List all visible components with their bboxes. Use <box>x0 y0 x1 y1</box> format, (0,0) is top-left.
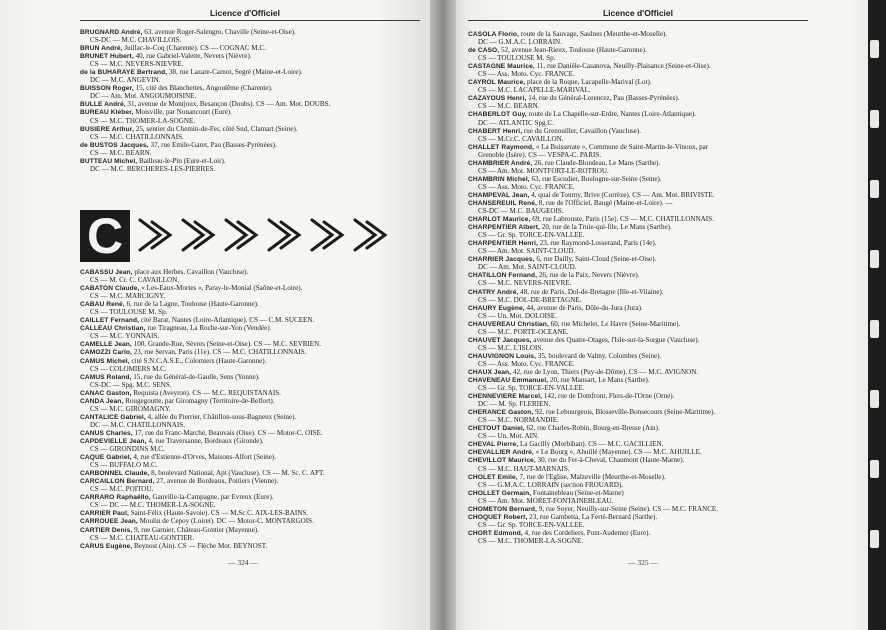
directory-entry <box>468 336 718 344</box>
entry-name: CASOLA Florio, <box>468 31 519 38</box>
right-entries <box>468 30 718 545</box>
directory-entry <box>80 357 325 365</box>
directory-entry <box>468 489 718 497</box>
entry-name: CHOLET Emile, <box>468 473 518 481</box>
entry-address: route de La Chapelle-sur-Erdre, Nantes (Loire-Atlantique). <box>526 110 697 119</box>
directory-entry <box>80 340 325 348</box>
entry-address: 142, rue de Domfront, Flers-de-l'Orne (Orne). <box>542 392 675 401</box>
entry-club-line: CS — Un. Mot. DOLOISE. <box>478 311 558 320</box>
entry-club-line: CS — M.C. CHATEAU-GONTIER. <box>90 533 195 542</box>
entry-address: « Les-Eaux-Mortes », Paray-le-Monial (Saône-et-Loire). <box>139 284 303 293</box>
entry-name: de CASO, <box>468 47 500 55</box>
entry-name: CHARRIER Jacques, <box>468 256 535 264</box>
directory-entry <box>468 46 718 54</box>
directory-entry <box>468 392 718 400</box>
directory-entry <box>468 255 718 263</box>
entry-address: Saint-Félix (Haute-Savoie). CS — M.Sc.C. AIX-LES-BAINS. <box>128 509 309 518</box>
entry-name: CHAUVET Jacques, <box>468 336 532 344</box>
entry-name: CARCAILLON Bernard, <box>80 478 155 486</box>
entry-name: CHEVILLOT Maurice, <box>468 457 536 465</box>
entry-club-line: CS — G.M.A.C. LORRAIN (section FROUARD). <box>478 480 624 489</box>
entry-address: Gauville-la-Campagne, par Evreux (Eure). <box>150 493 274 502</box>
entry-name: CAMELLE Jean, <box>80 341 132 349</box>
book-gutter <box>430 0 456 630</box>
entry-name: CHENNEVIERE Marcel, <box>468 393 543 401</box>
entry-address: 25, sentier du Chemin-de-Fer, côté Sud, Clamart (Seine). <box>134 124 298 133</box>
right-page <box>443 0 886 630</box>
directory-entry <box>468 78 718 86</box>
entry-name: CHATRY André, <box>468 288 519 296</box>
entry-club-line: CS — DC — M.C. THOMER-LA-SOGNE. <box>90 501 216 510</box>
entry-name: CANTALICE Gabriel, <box>80 413 146 421</box>
entry-club-line: CS — M.C. NEVERS-NIEVRE. <box>478 279 572 288</box>
entry-name: CHAUVEREAU Christian, <box>468 320 549 328</box>
entry-name: CHAVENEAU Emmanuel, <box>468 377 549 385</box>
entry-address: 30, rue du Fer-à-Cheval, Chaumont (Haute-Marne). <box>535 456 685 465</box>
entry-address: Rougegoutte, par Giromagny (Territoire-de-Belfort). <box>123 396 275 405</box>
entry-name: CAQUE Gabriel, <box>80 454 132 462</box>
entry-name: BUTTEAU Michel, <box>80 157 138 165</box>
entry-address: 52, avenue Jean-Rieux, Toulouse (Haute-Garonne). <box>499 46 647 55</box>
directory-entry <box>80 437 325 445</box>
directory-entry <box>468 473 718 481</box>
directory-entry <box>80 453 325 461</box>
left-top-entries <box>80 28 330 173</box>
directory-entry <box>80 348 325 356</box>
entry-address: Beynost (Ain). CS — Flèche Mot. BEYNOST. <box>132 541 268 550</box>
entry-address: 23, rue Servan, Paris (11e). CS — M.C. CHATILLONNAIS. <box>131 348 307 357</box>
directory-entry <box>468 110 718 118</box>
entry-address: La Gacilly (Morbihan). CS — M.C. GACILLIEN. <box>518 440 664 449</box>
entry-club-line: DC — ATLANTIC Spg.C. <box>478 118 554 127</box>
directory-entry <box>80 429 325 437</box>
entry-name: CHEVALLIER André, <box>468 449 534 457</box>
entry-name: CAILLET Fernand, <box>80 317 140 325</box>
directory-entry <box>80 509 325 517</box>
directory-entry <box>468 448 718 456</box>
entry-name: CHORT Edmond, <box>468 529 523 537</box>
entry-address: 14, rue du Général-Lorencez, Pau (Basses-Pyrénées). <box>526 94 680 103</box>
entry-address: 23, rue Gambetta, La Ferté-Bernard (Sarthe). <box>527 512 658 521</box>
directory-entry <box>468 199 718 207</box>
entry-address: cité Barat, Nantes (Loire-Atlantique). CS — C.M. SUCEEN. <box>139 316 315 325</box>
entry-address: route de la Sauvage, Saulnes (Meurthe-et-Moselle). <box>518 30 668 38</box>
directory-entry <box>468 223 718 231</box>
entry-address: 4, allée du Pierrier, Châtillon-sous-Bagneux (Seine). <box>145 412 297 421</box>
entry-address: Bailleau-le-Pin (Eure-et-Loir). <box>137 156 226 165</box>
entry-club-line: DC — M.C. ANGEVIN. <box>90 76 161 85</box>
directory-entry <box>468 191 718 199</box>
directory-entry <box>80 324 325 332</box>
entry-address: Requista (Aveyron). CS — M.C. REQUISTANAIS. <box>131 388 281 397</box>
entry-address: avenue des Quatre-Otages, l'Isle-sur-la-Sorgue (Vaucluse). <box>531 335 700 344</box>
entry-name: CHAUX Jean, <box>468 368 512 376</box>
entry-address: 35, boulevard de Valmy, Colombes (Seine). <box>536 351 662 360</box>
directory-entry <box>80 493 325 501</box>
directory-entry <box>80 100 330 108</box>
directory-entry <box>80 125 330 133</box>
entry-name: CAYROL Maurice, <box>468 79 526 87</box>
entry-name: CHARPENTIER Henri, <box>468 240 538 248</box>
entry-club-line: CS — M.C. POITOU. <box>90 485 154 494</box>
entry-name: CALLEAU Christian, <box>80 325 146 333</box>
directory-entry <box>468 94 718 102</box>
entry-club-line: CS — M.C. BEARN. <box>90 148 152 157</box>
directory-entry <box>468 408 718 416</box>
entry-address: Moulin de Cepoy (Loiret). DC — Motor-C. MONTARGOIS. <box>137 517 314 526</box>
entry-name: CARUS Eugène, <box>80 542 133 550</box>
entry-club-line: CS — BUFFALO M.C. <box>90 461 158 470</box>
directory-entry <box>80 284 325 292</box>
entry-name: CANAC Gaston, <box>80 389 132 397</box>
entry-name: CHARPENTIER Albert, <box>468 224 540 232</box>
entry-name: CHOQUET Robert, <box>468 513 528 521</box>
directory-entry <box>468 175 718 183</box>
entry-address: 92, rue Lebourgeois, Blosseville-Bonsecours (Seine-Maritime). <box>533 408 716 417</box>
directory-entry <box>468 143 718 151</box>
entry-address: 63, rue Escudier, Boulogne-sur-Seine (Seine). <box>529 174 662 183</box>
directory-entry <box>80 68 330 76</box>
entry-address: 9, rue Garnier, Château-Gontier (Mayenne). <box>132 525 259 534</box>
entry-club-line: CS — M.C. LACAPELLE-MARIVAL. <box>478 86 591 95</box>
entry-club-line: CS — Am. Mot. MONTFORT-LE-ROTROU. <box>478 166 609 175</box>
entry-address: place aux Herbes, Cavaillon (Vaucluse). <box>132 268 249 276</box>
directory-entry <box>468 529 718 537</box>
entry-name: CHOMETON Bernard, <box>468 505 537 513</box>
entry-address: 20, rue Mansart, Le Mans (Sarthe). <box>548 376 650 385</box>
section-letter: C <box>80 210 130 262</box>
entry-name: CHEVAL Pierre, <box>468 441 519 449</box>
directory-entry <box>468 215 718 223</box>
directory-entry <box>80 108 330 116</box>
directory-entry <box>80 300 325 308</box>
entry-name: CARBONNEL Claude, <box>80 470 150 478</box>
entry-club-line: CS — M.C. BEARN. <box>478 102 540 111</box>
directory-entry <box>468 127 718 135</box>
entry-club-line: CS — M.C. HAUT-MARNAIS. <box>478 464 570 473</box>
directory-entry <box>80 52 330 60</box>
entry-name: CHABERLOT Guy, <box>468 111 527 119</box>
entry-address: 42, rue de Lyon, Thiers (Puy-de-Dôme). CS — M.C. AVIGNON. <box>511 367 699 376</box>
entry-address: 100, Grande-Rue, Sèvres (Seine-et-Oise). CS — M.C. SEVRIEN. <box>131 340 322 349</box>
entry-address: 44, avenue de Paris, Dôle-du-Jura (Jura). <box>524 303 643 312</box>
entry-address: place de la Roque, Lacapelle-Marival (Lot). <box>525 78 652 87</box>
directory-entry <box>80 141 330 149</box>
entry-name: CAMUS Roland, <box>80 373 132 381</box>
entry-club-line: CS — M.C. DOL-DE-BRETAGNE. <box>478 295 582 304</box>
entry-name: CARROUEE Jean, <box>80 518 138 526</box>
entry-address: 15, cité des Blanchettes, Angoulême (Charente). <box>133 84 273 93</box>
entry-name: CABATON Claude, <box>80 285 140 293</box>
entry-name: CHATILLON Fernand, <box>468 272 538 280</box>
entry-club-line: CS — Ass. Moto. Cyc. FRANCE. <box>478 359 575 368</box>
entry-address: 37, rue Emile-Garet, Pau (Basses-Pyrénées). <box>148 140 277 149</box>
entry-club-line: CS-DC — M.C. BAUGEOIS. <box>478 207 564 216</box>
entry-address: 20, rue de la Truie-qui-file, Le Mans (Sarthe). <box>540 223 672 232</box>
entry-name: CHAMPEVAL Jean, <box>468 191 530 199</box>
entry-address: cité S.N.C.A.S.E., Colomiers (Haute-Garonne). <box>129 356 267 365</box>
entry-name: CHARLOT Maurice, <box>468 216 531 224</box>
entry-name: BRUN André, <box>80 45 123 53</box>
entry-name: CHAMBRIN Michel, <box>468 175 530 183</box>
entry-name: CANDA Jean, <box>80 397 124 405</box>
entry-club-line: CS — Am. Mot. MORET-FONTAINEBLEAU. <box>478 496 614 505</box>
right-page-number: — 325 — <box>628 558 658 567</box>
entry-club-line: CS — M.C. YONNAIS. <box>90 332 160 341</box>
entry-address: rue Tiragneau, La Roche-sur-Yon (Vendée). <box>145 324 272 333</box>
entry-address: 38, rue Lazare-Carnot, Segré (Maine-et-Loire). <box>167 68 303 77</box>
entry-name: de la BUHARAYE Bertrand, <box>80 69 168 77</box>
entry-club-line: CS — Am. Mot. SAINT-CLOUD. <box>478 247 576 256</box>
directory-entry <box>80 517 325 525</box>
entry-club-line: CS — COLOMIERS M.C. <box>90 364 167 373</box>
entry-address: 27, avenue de Bordeaux, Poitiers (Vienne). <box>154 477 279 486</box>
entry-address: 62, rue Charles-Robin, Bourg-en-Bresse (Ain). <box>524 424 660 433</box>
directory-entry <box>80 469 325 477</box>
entry-address: « Le Bourg », Ahuillé (Mayenne). CS — M.C. AHUILLE. <box>533 448 702 457</box>
entry-club-line: CS — Gr. Sp. TORCE-EN-VALLEE. <box>478 384 585 393</box>
entry-address: Fontainebleau (Seine-et-Marne) <box>531 488 624 497</box>
directory-entry <box>468 352 718 360</box>
entry-address: 15, rue du Général-de-Gaulle, Sens (Yonne). <box>131 372 260 381</box>
directory-entry <box>468 505 718 513</box>
entry-club-line: CS — Gr. Sp. TORCE-EN-VALLEE. <box>478 231 585 240</box>
directory-entry <box>80 413 325 421</box>
entry-address: 60, rue Michelet, Le Havre (Seine-Maritime). <box>548 319 681 328</box>
entry-name: CHAMBRIER André, <box>468 159 533 167</box>
entry-club-line: CS — GIRONDINS M.C. <box>90 445 165 454</box>
entry-name: CHALLET Raymond, <box>468 143 535 151</box>
directory-entry <box>80 157 330 165</box>
directory-entry <box>80 84 330 92</box>
entry-address: Juillac-le-Coq (Charente). CS — COGNAC M.C. <box>122 44 266 53</box>
left-header-rule <box>80 20 420 21</box>
entry-address: 9, rue Soyer, Neuilly-sur-Seine (Seine). CS — M.C. FRANCE. <box>537 504 719 513</box>
directory-entry <box>468 456 718 464</box>
directory-entry <box>468 159 718 167</box>
directory-entry <box>80 373 325 381</box>
entry-name: CHABERT Henri, <box>468 127 523 135</box>
entry-address: 31, avenue de Montjoux, Besançon (Doubs). CS — Am. Mot. DOUBS. <box>125 100 331 109</box>
entry-name: BRUGNARD André, <box>80 29 143 36</box>
entry-address: 6, rue Dailly, Saint-Cloud (Seine-et-Oise). <box>534 255 657 264</box>
right-header-rule <box>468 20 808 21</box>
entry-name: BUSIERE Arthur, <box>80 125 135 133</box>
directory-entry <box>468 271 718 279</box>
directory-entry <box>468 62 718 70</box>
directory-entry <box>80 542 325 550</box>
entry-name: CHANSEREUIL René, <box>468 199 537 207</box>
entry-address: 4, rue Traversanne, Bordeaux (Gironde). <box>146 436 264 445</box>
directory-entry <box>80 389 325 397</box>
left-page-header: Licence d'Officiel <box>209 8 281 18</box>
entry-club-line: CS — M.C. GIROMAGNY. <box>90 404 171 413</box>
entry-address: 23, rue Raymond-Losserand, Paris (14e). <box>537 239 657 248</box>
entry-address: 69, rue Labrouste, Paris (15e). CS — M.C. CHATILLONNAIS. <box>530 215 714 224</box>
entry-name: CAPDEVIELLE Jean, <box>80 437 147 445</box>
entry-name: BUREAU Kléber, <box>80 109 134 117</box>
entry-address: 17, rue du Franc-Marché, Beauvais (Oise). CS — Motor-C. OISE. <box>132 428 323 437</box>
entry-club-line: CS — M.C. NORMANDIE. <box>478 416 559 425</box>
directory-entry <box>468 424 718 432</box>
entry-name: BUISSON Roger, <box>80 85 134 93</box>
entry-club-line: DC — G.M.A.C. LORRAIN. <box>478 38 562 47</box>
directory-entry <box>80 477 325 485</box>
entry-address: 4, quai de Tourny, Brive (Corrèze). CS — Am. Mot. BRIVISTE. <box>529 190 715 199</box>
entry-club-line: CS — M.C. THOMER-LA-SOGNE. <box>478 536 584 545</box>
entry-address: 63, avenue Roger-Salengro, Chaville (Seine-et-Oise). <box>142 28 296 36</box>
entry-club-line: CS — Ass. Moto. Cyc. FRANCE. <box>478 182 575 191</box>
entry-name: CABAU René, <box>80 301 125 309</box>
entry-address: 11, rue Danièle-Casanova, Neuilly-Plaisance (Seine-et-Oise). <box>534 62 711 71</box>
entry-club-line: DC — M.C. CHATILLONNAIS. <box>90 420 185 429</box>
directory-entry <box>468 239 718 247</box>
entry-name: CHAURY Eugène, <box>468 304 525 312</box>
entry-name: CASTAGNE Maurice, <box>468 63 535 71</box>
directory-entry <box>468 288 718 296</box>
entry-club-line: CS — M.C. PORTE-OCEANE. <box>478 327 569 336</box>
entry-name: BULLE André, <box>80 101 126 109</box>
directory-entry <box>80 526 325 534</box>
directory-entry <box>80 316 325 324</box>
directory-entry <box>468 304 718 312</box>
entry-address: rue du Grenouiller, Cavaillon (Vaucluse). <box>522 126 642 135</box>
entry-address: 26, rue Claude-Blondeau, Le Mans (Sarthe). <box>532 158 661 167</box>
entry-club-line: CS — Ass. Moto. Cyc. FRANCE. <box>478 70 575 79</box>
entry-club-line: CS — M.Cr.C. CAVAILLON. <box>478 134 564 143</box>
entry-club-line: DC — Am. Mot. ANGOUMOISINE. <box>90 92 197 101</box>
entry-name: CHERANCE Gaston, <box>468 409 534 417</box>
entry-club-line: CS — Un. Mot. AIN. <box>478 432 539 441</box>
entry-name: CAMOZZI Carlo, <box>80 349 132 357</box>
entry-address: 7, rue de l'Eglise, Malzeville (Meurthe-et-Moselle). <box>517 472 666 481</box>
entry-name: de BUSTOS Jacques, <box>80 141 149 149</box>
entry-club-line: CS — M.C. MARCIGNY. <box>90 292 166 301</box>
directory-entry <box>80 397 325 405</box>
entry-name: CANUS Charles, <box>80 429 133 437</box>
entry-club-line: CS — M.C. L'ISLOIS. <box>478 343 544 352</box>
entry-name: CAZAYOUS Henri, <box>468 95 527 103</box>
section-banner-ornament <box>80 210 420 260</box>
left-page-number: — 324 — <box>228 558 258 567</box>
entry-club-line: CS — TOULOUSE M. Sp. <box>478 54 556 63</box>
entry-name: CARRARO Raphaëllo, <box>80 494 151 502</box>
entry-club-line: CS — M.C. THOMER-LA-SOGNE. <box>90 116 196 125</box>
entry-club-line: CS — Gr. Sp. TORCE-EN-VALLEE. <box>478 520 585 529</box>
entry-name: CABASSU Jean, <box>80 269 133 276</box>
entry-club-line: CS — M. Cr. C. CAVAILLON. <box>90 276 180 285</box>
entry-address: 4, rue d'Estienne-d'Orves, Maisons-Alfort (Seine). <box>131 453 277 462</box>
scan-edge-bar <box>868 0 886 630</box>
entry-club-line: DC — Am. Mot. SAINT-CLOUD. <box>478 263 577 272</box>
entry-club-line: CS — M.C. CHATILLONNAIS. <box>90 132 184 141</box>
entry-address: 8, rue de l'Officiel, Baugé (Maine-et-Loire). — <box>537 198 673 207</box>
entry-name: CARRIER Paul, <box>80 510 129 518</box>
directory-entry <box>468 513 718 521</box>
directory-entry <box>468 368 718 376</box>
entry-club-line: CS — TOULOUSE M. Sp. <box>90 308 168 317</box>
directory-entry <box>80 268 325 276</box>
right-page-header: Licence d'Officiel <box>602 8 674 18</box>
entry-name: CHAUVIGNON Louis, <box>468 352 537 360</box>
entry-name: CAMUS Michel, <box>80 357 130 365</box>
entry-address: 8, boulevard National, Apt (Vaucluse). CS — M. Sc. C. APT. <box>149 469 325 478</box>
entry-name: CARTIER Denis, <box>80 526 133 534</box>
entry-name: BRUNET Hubert, <box>80 53 134 61</box>
entry-club-line: CS — M.C. NEVERS-NIEVRE. <box>90 60 184 69</box>
entry-club-line: DC — M. Sp. FLERIEN. <box>478 400 551 409</box>
entry-address: Moisville, par Nonancourt (Eure). <box>133 108 232 117</box>
entry-address: 6, rue de la Lagne, Toulouse (Haute-Garonne). <box>124 300 259 309</box>
entry-club-line: Grenoble (Isère). CS — VESPA-C. PARIS. <box>478 150 602 159</box>
directory-entry <box>468 320 718 328</box>
entry-address: 48, rue de Paris, Dol-de-Bretagne (Ille-et-Vilaine). <box>518 287 664 296</box>
entry-address: « La Buisserate », Commune de Saint-Martin-le-Vinoux, par <box>534 142 709 151</box>
directory-entry <box>468 30 718 38</box>
directory-entry <box>80 44 330 52</box>
entry-name: CHETOUT Daniel, <box>468 425 525 433</box>
entry-club-line: DC — M.C. BERCHERES-LES-PIERRES. <box>90 164 216 173</box>
entry-name: CHOLLET Germain, <box>468 489 532 497</box>
entry-club-line: CS-DC — Spg. M.C. SENS. <box>90 380 172 389</box>
entry-address: 26, rue de la Paix, Nevers (Nièvre). <box>537 271 640 280</box>
directory-entry <box>468 440 718 448</box>
left-bottom-entries <box>80 268 325 550</box>
entry-address: 4, rue des Cordeliers, Pont-Audemer (Eure). <box>522 528 651 537</box>
directory-entry <box>80 28 330 36</box>
entry-address: 40, rue Gabriel-Valette, Nevers (Nièvre). <box>133 52 252 61</box>
entry-club-line: CS-DC — M.C. CHAVILLOIS. <box>90 36 182 45</box>
directory-entry <box>468 376 718 384</box>
